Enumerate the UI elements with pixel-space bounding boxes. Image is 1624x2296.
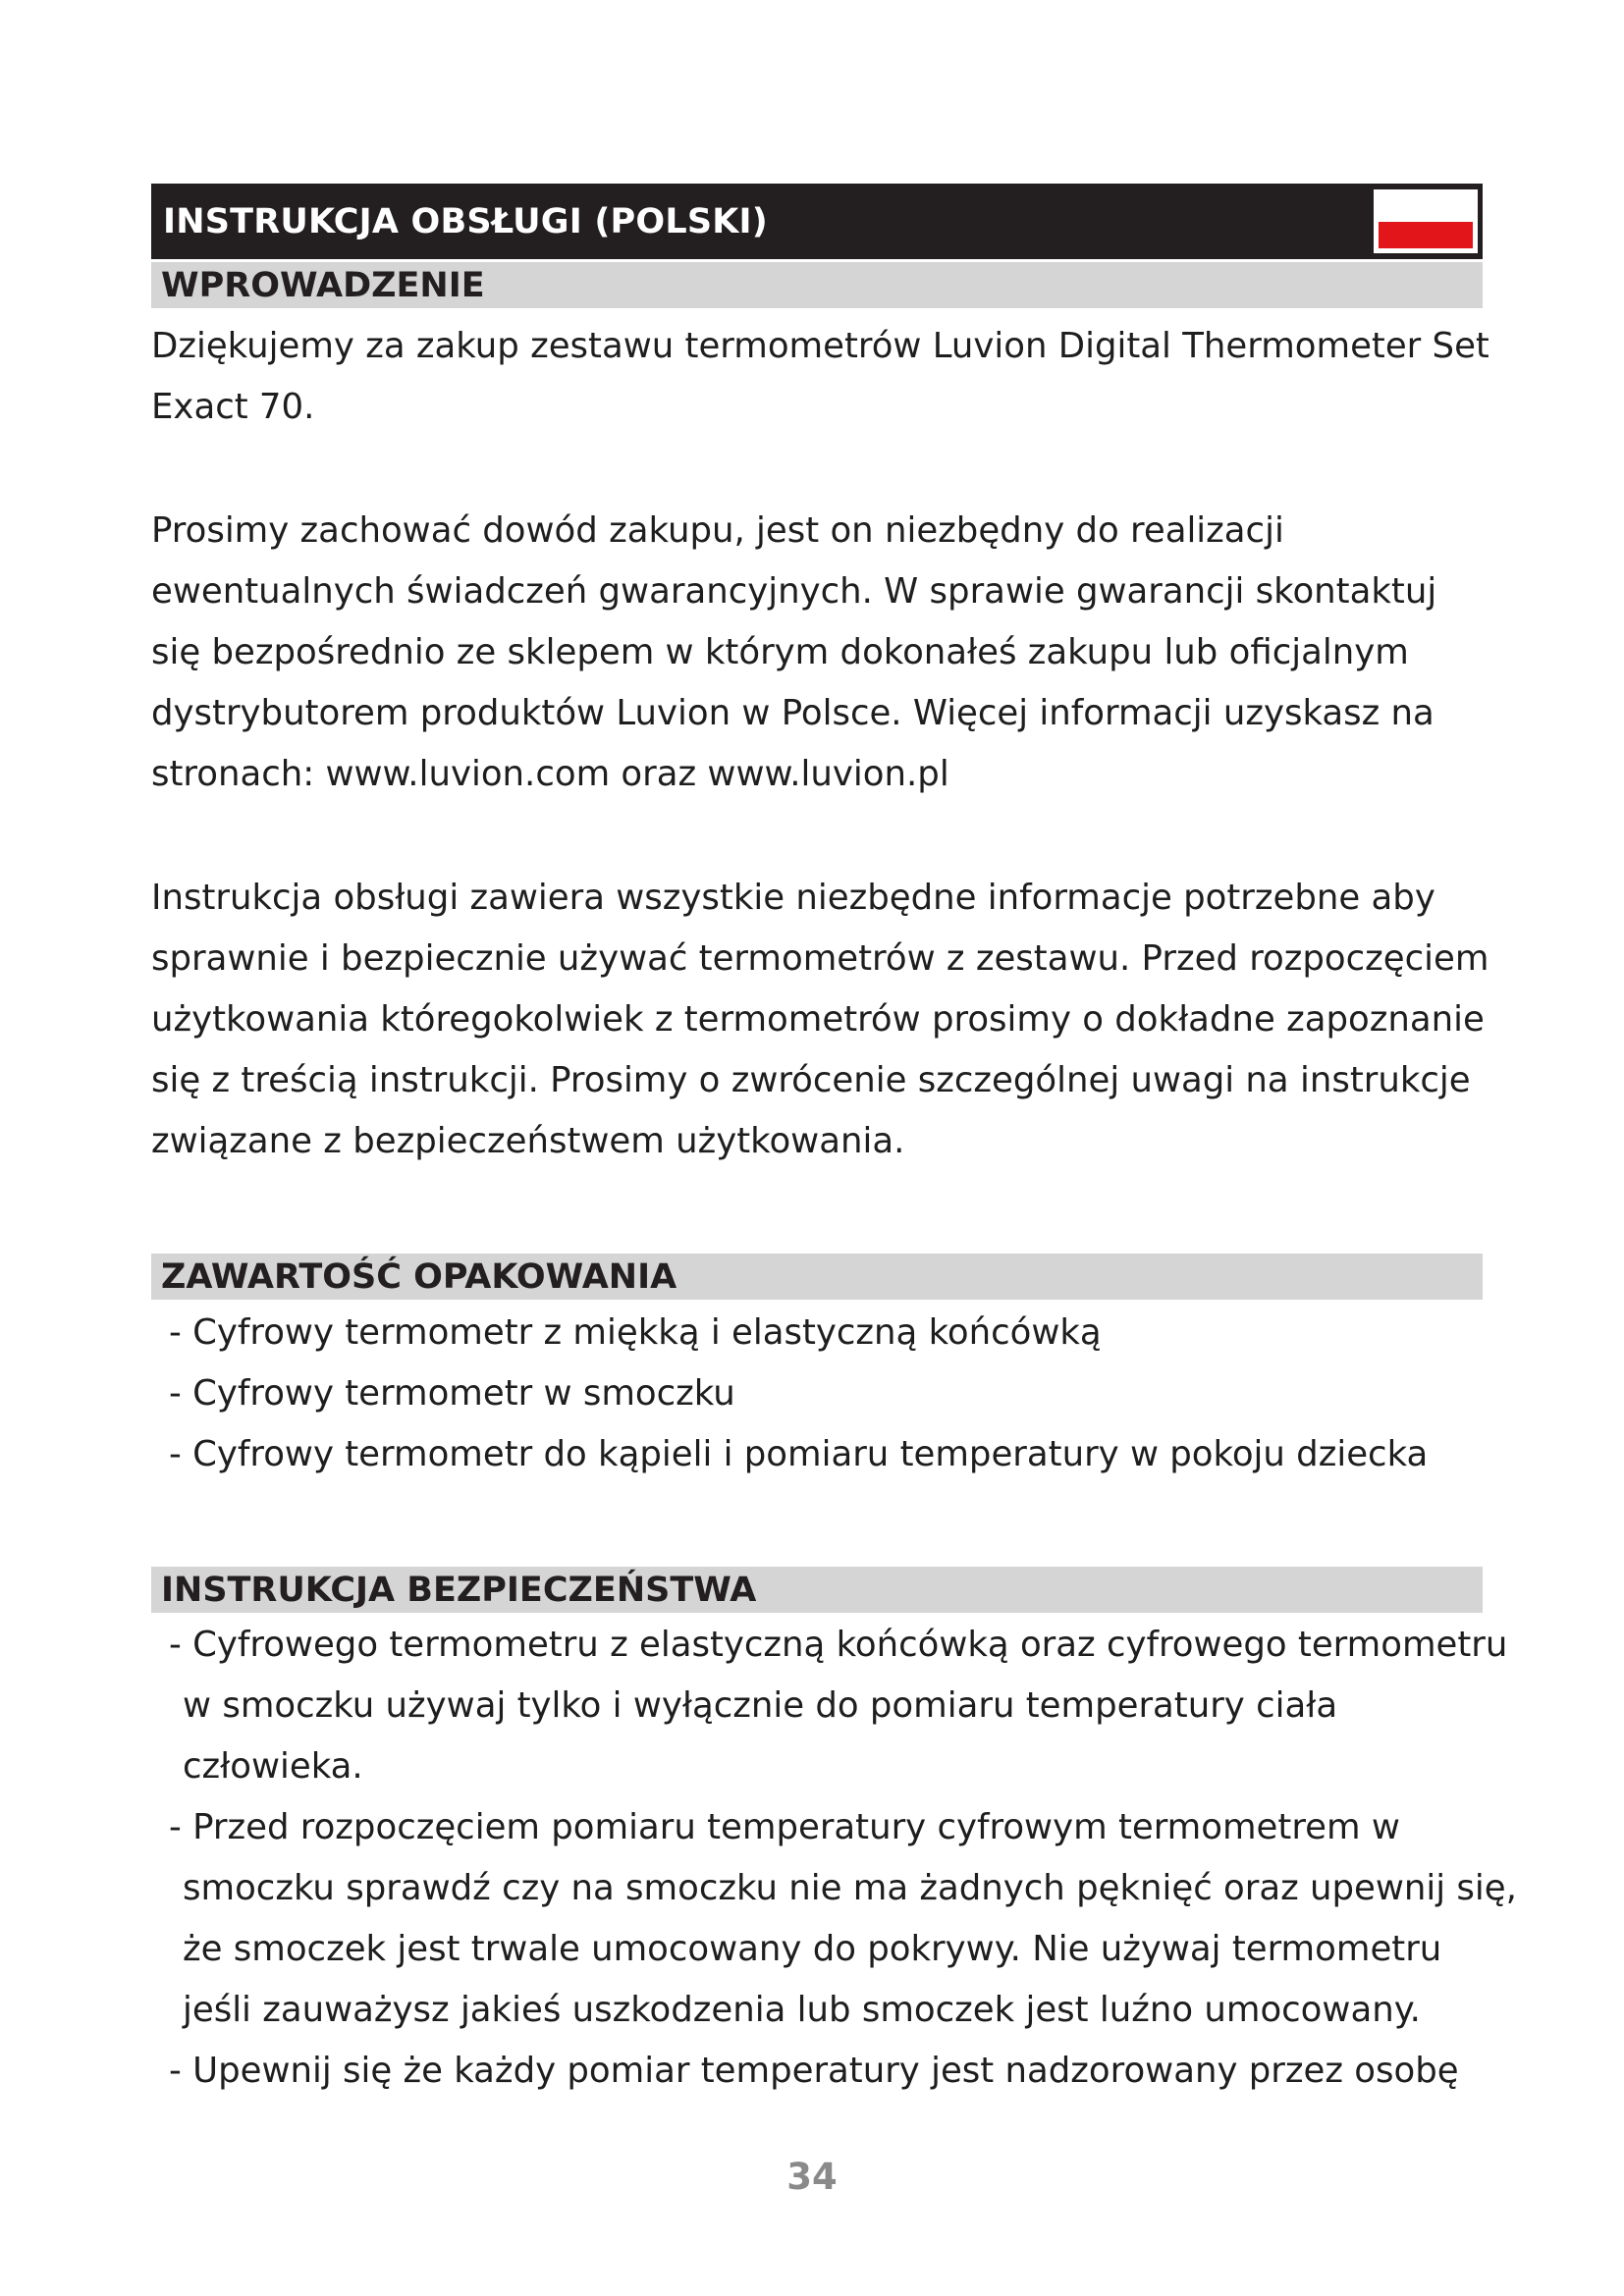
- list-item-continuation: jeśli zauważysz jakieś uszkodzenia lub smoczek jest luźno umocowany.: [183, 1990, 1421, 2030]
- document-title-bar: [151, 184, 1483, 259]
- text-line: dystrybutorem produktów Luvion w Polsce. Więcej informacji uzyskasz na: [151, 693, 1435, 733]
- list-item-continuation: w smoczku używaj tylko i wyłącznie do pomiaru temperatury ciała: [183, 1685, 1338, 1726]
- text-line: użytkowania któregokolwiek z termometrów prosimy o dokładne zapoznanie: [151, 999, 1485, 1040]
- list-item: - Cyfrowego termometru z elastyczną końcówką oraz cyfrowego termometru: [169, 1625, 1508, 1665]
- list-item-continuation: człowieka.: [183, 1746, 363, 1787]
- list-item: - Cyfrowy termometr w smoczku: [169, 1373, 735, 1414]
- list-item: - Upewnij się że każdy pomiar temperatury jest nadzorowany przez osobę: [169, 2051, 1459, 2091]
- text-line: się bezpośrednio ze sklepem w którym dokonałeś zakupu lub oficjalnym: [151, 632, 1409, 672]
- section-heading: ZAWARTOŚĆ OPAKOWANIA: [161, 1257, 677, 1297]
- flag-white-stripe: [1379, 194, 1473, 221]
- intro-paragraph-2: [151, 501, 1487, 805]
- list-item-continuation: że smoczek jest trwale umocowany do pokrywy. Nie używaj termometru: [183, 1929, 1442, 1969]
- safety-instructions-list: [169, 1615, 1517, 2102]
- list-item-continuation: smoczku sprawdź czy na smoczku nie ma żadnych pęknięć oraz upewnij się,: [183, 1868, 1517, 1908]
- section-header-safety: [151, 1567, 1483, 1613]
- flag-red-stripe: [1379, 222, 1473, 248]
- section-heading: INSTRUKCJA BEZPIECZEŃSTWA: [161, 1571, 757, 1610]
- text-line: sprawnie i bezpiecznie używać termometrów z zestawu. Przed rozpoczęciem: [151, 938, 1489, 979]
- text-line: Dziękujemy za zakup zestawu termometrów Luvion Digital Thermometer Set: [151, 326, 1489, 366]
- page-number: 34: [786, 2156, 838, 2198]
- text-line: Prosimy zachować dowód zakupu, jest on niezbędny do realizacji: [151, 510, 1284, 551]
- poland-flag-icon: [1371, 187, 1481, 256]
- text-line: związane z bezpieczeństwem użytkowania.: [151, 1121, 905, 1161]
- list-item: - Przed rozpoczęciem pomiaru temperatury cyfrowym termometrem w: [169, 1807, 1400, 1847]
- text-line: stronach: www.luvion.com oraz www.luvion.pl: [151, 754, 949, 794]
- list-item: - Cyfrowy termometr z miękką i elastyczną końcówką: [169, 1312, 1102, 1353]
- text-line: Exact 70.: [151, 387, 315, 427]
- section-header-contents: [151, 1254, 1483, 1300]
- text-line: się z treścią instrukcji. Prosimy o zwrócenie szczególnej uwagi na instrukcje: [151, 1060, 1471, 1100]
- intro-paragraph-1: [151, 316, 1487, 438]
- text-line: Instrukcja obsługi zawiera wszystkie niezbędne informacje potrzebne aby: [151, 878, 1435, 918]
- document-title: INSTRUKCJA OBSŁUGI (POLSKI): [163, 202, 768, 241]
- intro-paragraph-3: [151, 868, 1487, 1172]
- text-line: ewentualnych świadczeń gwarancyjnych. W sprawie gwarancji skontaktuj: [151, 571, 1437, 612]
- list-item: - Cyfrowy termometr do kąpieli i pomiaru temperatury w pokoju dziecka: [169, 1434, 1429, 1474]
- section-header-intro: [151, 262, 1483, 308]
- package-contents-list: [169, 1303, 1487, 1485]
- section-heading: WPROWADZENIE: [161, 266, 485, 305]
